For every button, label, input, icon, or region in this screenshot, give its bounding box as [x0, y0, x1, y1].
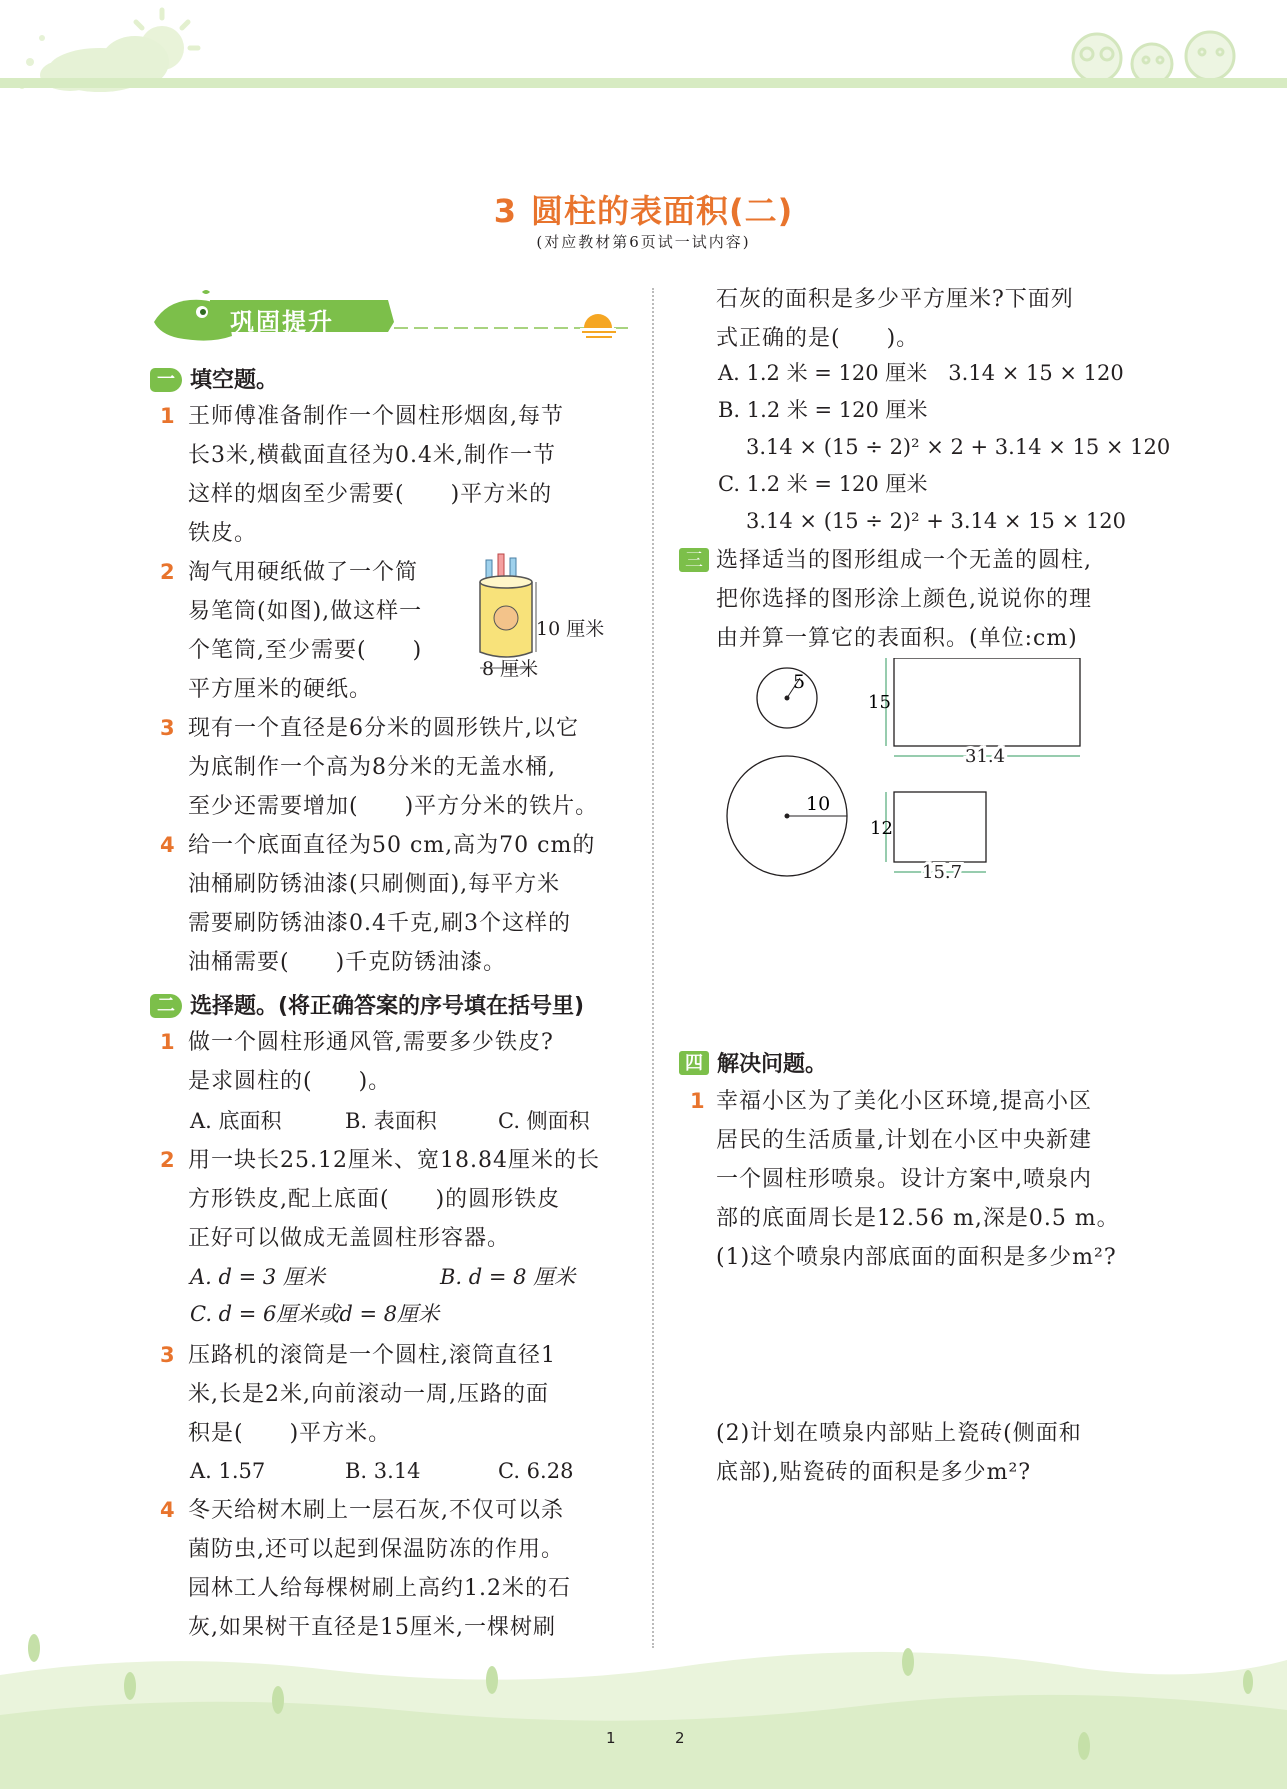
page-number-left: 1 [606, 1729, 616, 1747]
page-title [0, 186, 1287, 232]
question-text: 淘气用硬纸做了一个简 易笔筒(如图),做这样一 个笔筒,至少需要( ) 平方厘米的硬纸。 [188, 560, 423, 702]
option-c: C. 6.28 [498, 1459, 574, 1483]
question-text: 做一个圆柱形通风管,需要多少铁皮? 是求圆柱的( )。 [188, 1030, 554, 1094]
svg-text:5: 5 [793, 671, 806, 693]
option-c: C. 1.2 米 = 120 厘米 [718, 472, 928, 496]
question-number: 1 [690, 1089, 705, 1113]
header-bar [0, 78, 1287, 88]
svg-text:15.7: 15.7 [922, 862, 963, 883]
question-text: 冬天给树木刷上一层石灰,不仅可以杀 菌防虫,还可以起到保温防冻的作用。 园林工人给每棵树刷上高约1.2米的石 灰,如果树干直径是15厘米,一棵树刷 [188, 1498, 571, 1640]
lesson-title: 圆柱的表面积(二) [531, 192, 794, 230]
column-divider [652, 288, 654, 1648]
page-number-right: 2 [675, 1729, 685, 1747]
diameter-label: 8 厘米 [482, 658, 539, 680]
svg-text:10: 10 [806, 793, 831, 815]
sunset-icon [580, 314, 616, 344]
section-1-title: 填空题。 [190, 368, 279, 393]
option-c-formula: 3.14 × (15 ÷ 2)² + 3.14 × 15 × 120 [746, 509, 1126, 533]
section-3-badge: 三 [679, 548, 709, 572]
option-b: B. 3.14 [345, 1459, 421, 1483]
large-circle [727, 756, 847, 876]
option-c: C. 侧面积 [498, 1109, 590, 1133]
question-number: 1 [160, 1030, 175, 1054]
question-number: 4 [160, 1498, 175, 1522]
footer-decoration [0, 1620, 1287, 1789]
question-text: 压路机的滚筒是一个圆柱,滚筒直径1 米,长是2米,向前滚动一周,压路的面 积是( )平方米。 [188, 1343, 556, 1446]
question-number: 2 [160, 1148, 175, 1172]
option-a: A. 1.57 [190, 1459, 266, 1483]
question-text: 现有一个直径是6分米的圆形铁片,以它 为底制作一个高为8分米的无盖水桶, 至少还需要增加( )平方分米的铁片。 [188, 716, 599, 819]
page-subtitle: (对应教材第6页试一试内容) [536, 233, 751, 251]
question-number: 3 [160, 716, 175, 740]
section-2-badge: 二 [150, 994, 182, 1018]
section-2-title: 选择题。(将正确答案的序号填在括号里) [190, 994, 585, 1019]
option-b-formula: 3.14 × (15 ÷ 2)² × 2 + 3.14 × 15 × 120 [746, 435, 1171, 459]
sub-question-2: (2)计划在喷泉内部贴上瓷砖(侧面和 底部),贴瓷砖的面积是多少m²? [716, 1421, 1082, 1485]
small-rectangle [870, 792, 986, 883]
section-2-header [150, 989, 584, 1020]
question-continuation: 石灰的面积是多少平方厘米?下面列 式正确的是( )。 [716, 287, 1074, 351]
question-number: 3 [160, 1343, 175, 1367]
section-1-badge: 一 [150, 368, 182, 392]
shapes-figure [720, 658, 1100, 894]
section-3-text: 选择适当的图形组成一个无盖的圆柱, 把你选择的图形涂上颜色,说说你的理 由并算一算它的表面积。(单位:cm) [716, 548, 1092, 651]
section-4-header [679, 1047, 827, 1078]
lesson-number: 3 [493, 192, 517, 230]
option-a: A. 底面积 [190, 1109, 282, 1133]
question-text: 用一块长25.12厘米、宽18.84厘米的长 方形铁皮,配上底面( )的圆形铁皮 正好可以做成无盖圆柱形容器。 [188, 1148, 600, 1251]
banner-label: 巩固提升 [230, 308, 334, 336]
section-1-header [150, 363, 278, 394]
large-rectangle [868, 658, 1080, 767]
cartoon-animals-icon [1073, 32, 1234, 84]
option-a: A. d = 3 厘米 [190, 1265, 325, 1289]
section-4-title: 解决问题。 [717, 1052, 828, 1077]
option-b: B. d = 8 厘米 [440, 1265, 576, 1289]
question-number: 1 [160, 404, 175, 428]
pen-holder-icon [480, 576, 532, 657]
question-text: 王师傅准备制作一个圆柱形烟囱,每节 长3米,横截面直径为0.4米,制作一节 这样的烟囱至少需要( )平方米的 铁皮。 [188, 404, 564, 546]
question-number: 4 [160, 833, 175, 857]
small-circle [757, 668, 817, 728]
height-label: 10 厘米 [536, 618, 605, 640]
section-4-badge: 四 [679, 1051, 709, 1075]
svg-text:12: 12 [870, 818, 893, 839]
option-b: B. 表面积 [345, 1109, 437, 1133]
option-a: A. 1.2 米 = 120 厘米 3.14 × 15 × 120 [718, 361, 1124, 385]
option-b: B. 1.2 米 = 120 厘米 [718, 398, 928, 422]
option-c: C. d = 6厘米或d = 8厘米 [190, 1302, 440, 1326]
question-text: 给一个底面直径为50 cm,高为70 cm的 油桶刷防锈油漆(只刷侧面),每平方米 需要刷防锈油漆0.4千克,刷3个这样的 油桶需要( )千克防锈油漆。 [188, 833, 596, 975]
svg-text:15: 15 [868, 692, 891, 713]
question-text: 幸福小区为了美化小区环境,提高小区 居民的生活质量,计划在小区中央新建 一个圆柱形喷泉。设计方案中,喷泉内 部的底面周长是12.56 m,深是0.5 m。 [716, 1089, 1120, 1231]
question-number: 2 [160, 560, 175, 584]
sub-question-1: (1)这个喷泉内部底面的面积是多少m²? [716, 1245, 1117, 1270]
pen-holder-figure [478, 552, 628, 680]
section-banner [150, 288, 628, 344]
svg-text:31.4: 31.4 [965, 746, 1006, 767]
